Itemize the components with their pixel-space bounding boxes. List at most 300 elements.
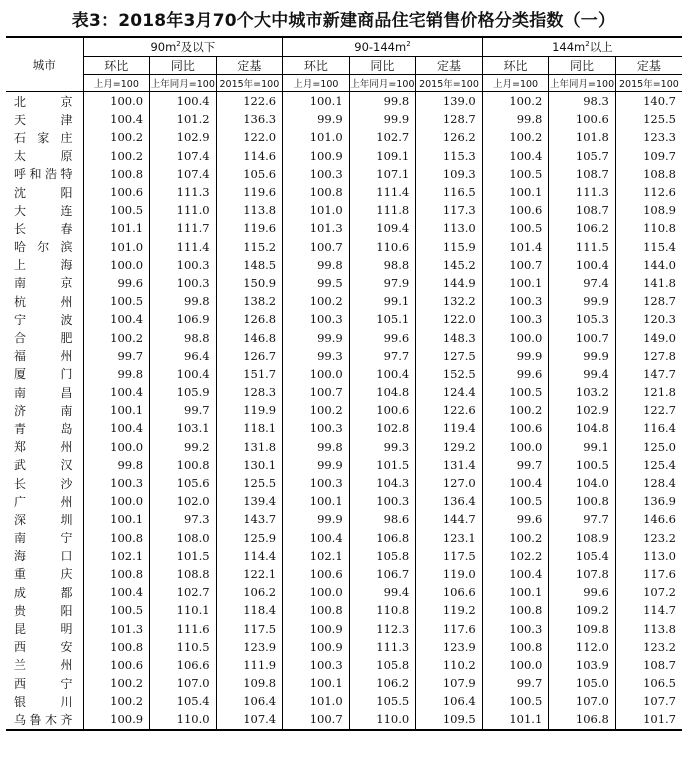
- index-value-cell: 100.8: [283, 601, 350, 619]
- index-value-cell: 100.7: [283, 710, 350, 729]
- city-name-cell: 大连: [14, 203, 73, 218]
- index-value-cell: 100.9: [283, 638, 350, 656]
- index-value-cell: 102.9: [150, 128, 217, 146]
- index-value-cell: 100.4: [150, 365, 217, 383]
- city-name-cell: 深圳: [14, 512, 73, 527]
- table-row: [6, 419, 682, 437]
- index-value-cell: 126.2: [416, 128, 483, 146]
- index-value-cell: 113.8: [216, 201, 283, 219]
- city-name-cell: 南京: [14, 276, 73, 291]
- index-value-cell: 100.9: [283, 147, 350, 165]
- table-row: [6, 92, 682, 111]
- index-value-cell: 100.6: [283, 565, 350, 583]
- index-value-cell: 136.3: [216, 110, 283, 128]
- index-value-cell: 101.3: [283, 219, 350, 237]
- index-value-cell: 100.2: [482, 401, 549, 419]
- index-value-cell: 123.2: [615, 638, 682, 656]
- index-value-cell: 98.3: [549, 92, 616, 111]
- index-value-cell: 105.6: [150, 474, 217, 492]
- table-row: [6, 347, 682, 365]
- city-name-cell: 呼和浩特: [14, 167, 73, 182]
- index-value-cell: 115.2: [216, 238, 283, 256]
- table-row: [6, 274, 682, 292]
- index-value-cell: 98.8: [349, 256, 416, 274]
- index-value-cell: 100.4: [283, 529, 350, 547]
- base-note-yoy: 上年同月=100: [150, 75, 217, 92]
- index-value-cell: 97.9: [349, 274, 416, 292]
- index-value-cell: 108.7: [549, 201, 616, 219]
- index-value-cell: 99.9: [283, 510, 350, 528]
- table-row: [6, 456, 682, 474]
- index-value-cell: 128.7: [416, 110, 483, 128]
- index-value-cell: 107.4: [150, 165, 217, 183]
- index-value-cell: 100.0: [482, 438, 549, 456]
- index-value-cell: 107.2: [615, 583, 682, 601]
- city-name-cell: 南宁: [14, 531, 73, 546]
- index-value-cell: 100.3: [283, 310, 350, 328]
- index-value-cell: 107.9: [416, 674, 483, 692]
- index-value-cell: 102.7: [150, 583, 217, 601]
- table-row: [6, 328, 682, 346]
- index-value-cell: 110.8: [615, 219, 682, 237]
- index-value-cell: 106.8: [549, 710, 616, 729]
- table-row: [6, 183, 682, 201]
- index-value-cell: 100.4: [482, 565, 549, 583]
- index-value-cell: 117.5: [416, 547, 483, 565]
- index-value-cell: 105.1: [349, 310, 416, 328]
- table-title: 表3：2018年3月70个大中城市新建商品住宅销售价格分类指数（一）: [71, 11, 616, 31]
- index-value-cell: 146.6: [615, 510, 682, 528]
- table-row: [6, 310, 682, 328]
- city-name-cell: 哈尔滨: [14, 240, 73, 255]
- index-value-cell: 132.2: [416, 292, 483, 310]
- index-value-cell: 114.7: [615, 601, 682, 619]
- city-name-cell: 南昌: [14, 385, 73, 400]
- index-value-cell: 99.7: [482, 456, 549, 474]
- index-value-cell: 122.0: [216, 128, 283, 146]
- table-row: [6, 510, 682, 528]
- index-value-cell: 127.0: [416, 474, 483, 492]
- index-value-cell: 131.4: [416, 456, 483, 474]
- index-value-cell: 104.8: [349, 383, 416, 401]
- index-value-cell: 105.7: [549, 147, 616, 165]
- index-value-cell: 111.7: [150, 219, 217, 237]
- index-value-cell: 107.1: [349, 165, 416, 183]
- index-value-cell: 100.1: [283, 674, 350, 692]
- index-value-cell: 100.7: [549, 328, 616, 346]
- index-value-cell: 131.8: [216, 438, 283, 456]
- index-value-cell: 107.4: [150, 147, 217, 165]
- table-row: [6, 401, 682, 419]
- index-value-cell: 115.9: [416, 238, 483, 256]
- index-value-cell: 150.9: [216, 274, 283, 292]
- table-row: [6, 619, 682, 637]
- index-value-cell: 100.2: [482, 529, 549, 547]
- sub-header-base: 定基: [615, 57, 682, 75]
- index-value-cell: 122.6: [216, 92, 283, 111]
- index-value-cell: 112.0: [549, 638, 616, 656]
- sub-header-base: 定基: [416, 57, 483, 75]
- index-value-cell: 99.6: [482, 510, 549, 528]
- index-value-cell: 123.2: [615, 529, 682, 547]
- index-value-cell: 125.5: [615, 110, 682, 128]
- price-index-table: [6, 36, 682, 731]
- table-row: [6, 201, 682, 219]
- index-value-cell: 123.1: [416, 529, 483, 547]
- table-row: [6, 638, 682, 656]
- index-value-cell: 148.5: [216, 256, 283, 274]
- index-value-cell: 101.0: [283, 128, 350, 146]
- index-value-cell: 100.6: [549, 110, 616, 128]
- table-row: [6, 147, 682, 165]
- index-value-cell: 109.7: [615, 147, 682, 165]
- index-value-cell: 111.5: [549, 238, 616, 256]
- index-value-cell: 100.8: [83, 565, 150, 583]
- index-value-cell: 109.5: [416, 710, 483, 729]
- index-value-cell: 103.2: [549, 383, 616, 401]
- city-name-cell: 上海: [14, 258, 73, 273]
- index-value-cell: 99.6: [482, 365, 549, 383]
- index-value-cell: 100.0: [482, 328, 549, 346]
- index-value-cell: 101.4: [482, 238, 549, 256]
- index-value-cell: 100.2: [83, 147, 150, 165]
- index-value-cell: 100.4: [83, 583, 150, 601]
- index-value-cell: 109.4: [349, 219, 416, 237]
- city-name-cell: 兰州: [14, 658, 73, 673]
- index-value-cell: 100.8: [482, 638, 549, 656]
- table-row: [6, 238, 682, 256]
- index-value-cell: 118.4: [216, 601, 283, 619]
- index-value-cell: 129.2: [416, 438, 483, 456]
- index-value-cell: 100.4: [83, 383, 150, 401]
- index-value-cell: 101.0: [283, 201, 350, 219]
- index-value-cell: 105.8: [349, 547, 416, 565]
- index-value-cell: 102.7: [349, 128, 416, 146]
- table-row: [6, 529, 682, 547]
- index-value-cell: 123.3: [615, 128, 682, 146]
- index-value-cell: 101.3: [83, 619, 150, 637]
- base-note-mom: 上月=100: [283, 75, 350, 92]
- index-value-cell: 110.6: [349, 238, 416, 256]
- index-value-cell: 101.1: [482, 710, 549, 729]
- index-value-cell: 128.3: [216, 383, 283, 401]
- index-value-cell: 111.8: [349, 201, 416, 219]
- city-name-cell: 海口: [14, 549, 73, 564]
- city-name-cell: 青岛: [14, 421, 73, 436]
- index-value-cell: 126.8: [216, 310, 283, 328]
- index-value-cell: 100.5: [549, 456, 616, 474]
- index-value-cell: 99.8: [83, 456, 150, 474]
- index-value-cell: 99.6: [83, 274, 150, 292]
- index-value-cell: 100.1: [83, 510, 150, 528]
- index-value-cell: 112.3: [349, 619, 416, 637]
- index-value-cell: 106.4: [216, 692, 283, 710]
- index-value-cell: 110.5: [150, 638, 217, 656]
- index-value-cell: 99.8: [283, 438, 350, 456]
- index-value-cell: 110.1: [150, 601, 217, 619]
- index-value-cell: 105.6: [216, 165, 283, 183]
- index-value-cell: 100.3: [283, 474, 350, 492]
- city-name-cell: 昆明: [14, 622, 73, 637]
- index-value-cell: 99.1: [549, 438, 616, 456]
- index-value-cell: 118.1: [216, 419, 283, 437]
- index-value-cell: 110.2: [416, 656, 483, 674]
- table-row: [6, 547, 682, 565]
- index-value-cell: 100.5: [83, 292, 150, 310]
- index-value-cell: 100.4: [482, 474, 549, 492]
- base-note-2015: 2015年=100: [216, 75, 283, 92]
- index-value-cell: 119.2: [416, 601, 483, 619]
- index-value-cell: 99.6: [349, 328, 416, 346]
- index-value-cell: 105.9: [150, 383, 217, 401]
- index-value-cell: 102.1: [283, 547, 350, 565]
- city-name-cell: 西安: [14, 640, 73, 655]
- index-value-cell: 101.2: [150, 110, 217, 128]
- index-value-cell: 101.1: [83, 219, 150, 237]
- index-value-cell: 105.3: [549, 310, 616, 328]
- index-value-cell: 115.4: [615, 238, 682, 256]
- index-value-cell: 128.7: [615, 292, 682, 310]
- index-value-cell: 100.1: [283, 92, 350, 111]
- index-value-cell: 116.5: [416, 183, 483, 201]
- city-name-cell: 厦门: [14, 367, 73, 382]
- city-name-cell: 长沙: [14, 476, 73, 491]
- index-value-cell: 100.0: [283, 583, 350, 601]
- index-value-cell: 114.6: [216, 147, 283, 165]
- index-value-cell: 144.7: [416, 510, 483, 528]
- index-value-cell: 108.7: [615, 656, 682, 674]
- index-value-cell: 107.0: [549, 692, 616, 710]
- index-value-cell: 106.7: [349, 565, 416, 583]
- base-note-2015: 2015年=100: [416, 75, 483, 92]
- index-value-cell: 110.8: [349, 601, 416, 619]
- index-value-cell: 106.4: [416, 692, 483, 710]
- index-value-cell: 108.7: [549, 165, 616, 183]
- index-value-cell: 119.6: [216, 219, 283, 237]
- city-name-cell: 郑州: [14, 440, 73, 455]
- table-header: [6, 37, 682, 92]
- index-value-cell: 111.3: [349, 638, 416, 656]
- city-name-cell: 太原: [14, 149, 73, 164]
- index-value-cell: 100.6: [83, 183, 150, 201]
- index-value-cell: 100.5: [482, 383, 549, 401]
- index-value-cell: 100.3: [283, 419, 350, 437]
- index-value-cell: 122.1: [216, 565, 283, 583]
- index-value-cell: 99.9: [283, 110, 350, 128]
- index-value-cell: 100.3: [349, 492, 416, 510]
- index-value-cell: 119.6: [216, 183, 283, 201]
- index-value-cell: 100.4: [83, 419, 150, 437]
- index-value-cell: 117.6: [615, 565, 682, 583]
- index-value-cell: 106.5: [615, 674, 682, 692]
- index-value-cell: 146.8: [216, 328, 283, 346]
- index-value-cell: 117.6: [416, 619, 483, 637]
- index-value-cell: 100.8: [482, 601, 549, 619]
- index-value-cell: 106.2: [349, 674, 416, 692]
- index-value-cell: 111.4: [150, 238, 217, 256]
- index-value-cell: 105.4: [150, 692, 217, 710]
- index-value-cell: 123.9: [216, 638, 283, 656]
- index-value-cell: 99.2: [150, 438, 217, 456]
- index-value-cell: 127.5: [416, 347, 483, 365]
- index-value-cell: 100.6: [482, 419, 549, 437]
- index-value-cell: 100.2: [283, 401, 350, 419]
- index-value-cell: 125.5: [216, 474, 283, 492]
- index-value-cell: 102.9: [549, 401, 616, 419]
- index-value-cell: 99.1: [349, 292, 416, 310]
- city-column-header: 城市: [6, 37, 83, 92]
- index-value-cell: 128.4: [615, 474, 682, 492]
- index-value-cell: 100.0: [482, 656, 549, 674]
- index-value-cell: 100.5: [482, 219, 549, 237]
- index-value-cell: 143.7: [216, 510, 283, 528]
- index-value-cell: 107.0: [150, 674, 217, 692]
- index-value-cell: 100.8: [150, 456, 217, 474]
- sub-header-base: 定基: [216, 57, 283, 75]
- index-value-cell: 122.0: [416, 310, 483, 328]
- group-header-90-below: $90m^2$及以下: [83, 37, 283, 57]
- index-value-cell: 104.8: [549, 419, 616, 437]
- index-value-cell: 136.9: [615, 492, 682, 510]
- index-value-cell: 111.6: [150, 619, 217, 637]
- index-value-cell: 100.1: [283, 492, 350, 510]
- index-value-cell: 111.3: [549, 183, 616, 201]
- index-value-cell: 100.6: [83, 656, 150, 674]
- index-value-cell: 108.8: [615, 165, 682, 183]
- index-value-cell: 109.1: [349, 147, 416, 165]
- table-row: [6, 674, 682, 692]
- city-name-cell: 合肥: [14, 331, 73, 346]
- index-value-cell: 100.6: [482, 201, 549, 219]
- index-value-cell: 100.8: [283, 183, 350, 201]
- index-value-cell: 147.7: [615, 365, 682, 383]
- index-value-cell: 101.5: [150, 547, 217, 565]
- index-value-cell: 100.0: [283, 365, 350, 383]
- city-name-cell: 西宁: [14, 676, 73, 691]
- index-value-cell: 100.0: [83, 492, 150, 510]
- index-value-cell: 100.7: [283, 238, 350, 256]
- index-value-cell: 126.7: [216, 347, 283, 365]
- index-value-cell: 99.8: [150, 292, 217, 310]
- index-value-cell: 123.9: [416, 638, 483, 656]
- sub-header-mom: 环比: [482, 57, 549, 75]
- index-value-cell: 113.0: [615, 547, 682, 565]
- sub-header-yoy: 同比: [549, 57, 616, 75]
- index-value-cell: 99.8: [83, 365, 150, 383]
- index-value-cell: 102.2: [482, 547, 549, 565]
- index-value-cell: 100.4: [83, 110, 150, 128]
- index-value-cell: 101.5: [349, 456, 416, 474]
- table-row: [6, 110, 682, 128]
- index-value-cell: 99.6: [549, 583, 616, 601]
- index-value-cell: 100.3: [150, 256, 217, 274]
- index-value-cell: 101.8: [549, 128, 616, 146]
- city-name-cell: 武汉: [14, 458, 73, 473]
- index-value-cell: 100.7: [482, 256, 549, 274]
- group-header-90-144: $90-144m^2$: [283, 37, 483, 57]
- index-value-cell: 99.8: [283, 256, 350, 274]
- index-value-cell: 106.8: [349, 529, 416, 547]
- index-value-cell: 108.0: [150, 529, 217, 547]
- index-value-cell: 100.1: [482, 274, 549, 292]
- table-row: [6, 656, 682, 674]
- index-value-cell: 106.2: [216, 583, 283, 601]
- index-value-cell: 100.1: [83, 401, 150, 419]
- index-value-cell: 100.8: [83, 529, 150, 547]
- index-value-cell: 100.0: [83, 438, 150, 456]
- index-value-cell: 100.5: [83, 601, 150, 619]
- index-value-cell: 100.5: [482, 165, 549, 183]
- table-row: [6, 583, 682, 601]
- index-value-cell: 100.6: [349, 401, 416, 419]
- table-row: [6, 383, 682, 401]
- index-value-cell: 101.0: [83, 238, 150, 256]
- index-value-cell: 100.9: [83, 710, 150, 729]
- index-value-cell: 101.7: [615, 710, 682, 729]
- index-value-cell: 121.8: [615, 383, 682, 401]
- index-value-cell: 100.3: [83, 474, 150, 492]
- index-value-cell: 125.9: [216, 529, 283, 547]
- city-name-cell: 沈阳: [14, 185, 73, 200]
- base-note-yoy: 上年同月=100: [349, 75, 416, 92]
- index-value-cell: 112.6: [615, 183, 682, 201]
- index-value-cell: 102.1: [83, 547, 150, 565]
- index-value-cell: 109.8: [216, 674, 283, 692]
- index-value-cell: 100.5: [482, 492, 549, 510]
- index-value-cell: 99.7: [482, 674, 549, 692]
- index-value-cell: 99.9: [549, 292, 616, 310]
- index-value-cell: 100.4: [83, 310, 150, 328]
- index-value-cell: 99.9: [283, 328, 350, 346]
- index-value-cell: 97.4: [549, 274, 616, 292]
- index-value-cell: 100.4: [482, 147, 549, 165]
- index-value-cell: 115.3: [416, 147, 483, 165]
- index-value-cell: 114.4: [216, 547, 283, 565]
- index-value-cell: 100.1: [482, 583, 549, 601]
- index-value-cell: 100.2: [283, 292, 350, 310]
- index-value-cell: 108.8: [150, 565, 217, 583]
- index-value-cell: 99.7: [83, 347, 150, 365]
- index-value-cell: 104.0: [549, 474, 616, 492]
- index-value-cell: 100.2: [83, 128, 150, 146]
- index-value-cell: 102.8: [349, 419, 416, 437]
- table-row: [6, 565, 682, 583]
- index-value-cell: 144.0: [615, 256, 682, 274]
- index-value-cell: 99.5: [283, 274, 350, 292]
- index-value-cell: 100.4: [349, 365, 416, 383]
- index-value-cell: 113.8: [615, 619, 682, 637]
- index-value-cell: 130.1: [216, 456, 283, 474]
- index-value-cell: 100.3: [482, 619, 549, 637]
- index-value-cell: 105.8: [349, 656, 416, 674]
- index-value-cell: 152.5: [416, 365, 483, 383]
- index-value-cell: 100.7: [283, 383, 350, 401]
- city-name-cell: 广州: [14, 494, 73, 509]
- index-value-cell: 111.9: [216, 656, 283, 674]
- index-value-cell: 100.2: [83, 692, 150, 710]
- table-row: [6, 692, 682, 710]
- index-value-cell: 117.5: [216, 619, 283, 637]
- sub-header-mom: 环比: [83, 57, 150, 75]
- index-value-cell: 105.5: [349, 692, 416, 710]
- index-value-cell: 148.3: [416, 328, 483, 346]
- index-value-cell: 109.3: [416, 165, 483, 183]
- index-value-cell: 109.8: [549, 619, 616, 637]
- index-value-cell: 106.9: [150, 310, 217, 328]
- index-value-cell: 116.4: [615, 419, 682, 437]
- index-value-cell: 138.2: [216, 292, 283, 310]
- index-value-cell: 107.8: [549, 565, 616, 583]
